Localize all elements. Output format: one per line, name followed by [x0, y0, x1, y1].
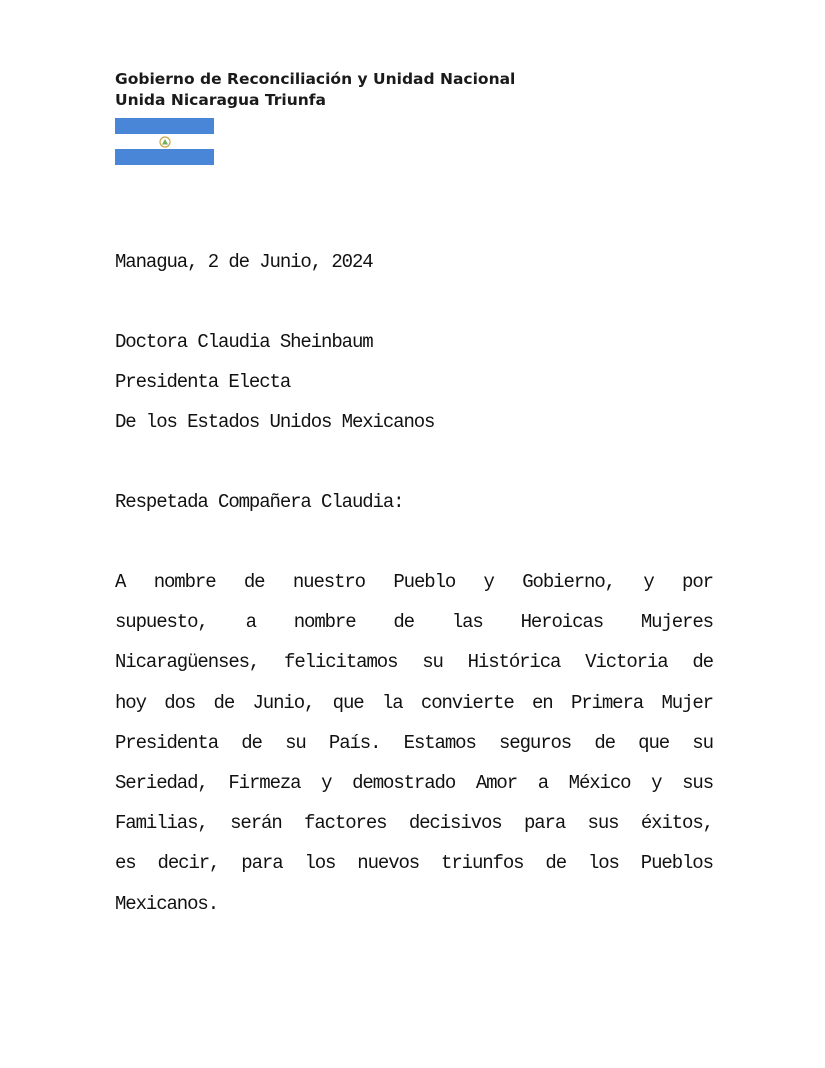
- paragraph-line: [115, 732, 713, 772]
- paragraph-word: nombre: [293, 611, 356, 634]
- paragraph-word: es: [115, 852, 136, 875]
- paragraph-word: triunfos: [441, 852, 524, 875]
- paragraph-word: y: [643, 571, 654, 593]
- flag-top-band: [115, 118, 214, 134]
- paragraph-word: Primera: [570, 691, 644, 714]
- paragraph-word: País.: [328, 731, 381, 754]
- paragraph-word: felicitamos: [284, 651, 398, 674]
- paragraph-word: México: [568, 771, 631, 794]
- paragraph-word: serán: [230, 812, 282, 835]
- paragraph-word: nuevos: [357, 852, 420, 875]
- paragraph-word: su: [422, 651, 443, 674]
- paragraph-word: de: [545, 852, 567, 875]
- recipient-title: Presidenta Electa: [115, 371, 291, 393]
- paragraph-word: a: [537, 771, 548, 794]
- paragraph-word: A: [115, 571, 126, 593]
- paragraph-word: de: [213, 691, 235, 714]
- recipient-country: De los Estados Unidos Mexicanos: [115, 411, 435, 433]
- paragraph-word: hoy: [115, 691, 146, 714]
- paragraph-word: de: [594, 731, 615, 754]
- paragraph-word: de: [241, 731, 262, 754]
- paragraph-line: [115, 692, 713, 732]
- paragraph-word: Firmeza: [228, 771, 301, 794]
- paragraph-word: éxitos,: [640, 812, 713, 835]
- letter-salutation: Respetada Compañera Claudia:: [115, 491, 404, 513]
- paragraph-word: convierte: [420, 691, 514, 714]
- paragraph-word: demostrado: [352, 771, 456, 794]
- paragraph-word: Seriedad,: [115, 771, 208, 794]
- paragraph-word: su: [692, 731, 713, 754]
- paragraph-word: decisivos: [408, 812, 502, 835]
- paragraph-word: Gobierno,: [522, 571, 615, 593]
- paragraph-word: Junio,: [252, 691, 315, 714]
- paragraph-word: y: [483, 571, 494, 593]
- paragraph-word: de: [393, 611, 414, 634]
- paragraph-word: su: [285, 731, 306, 754]
- paragraph-word: de: [692, 651, 713, 674]
- paragraph-word: y: [321, 771, 332, 794]
- paragraph-word: la: [381, 691, 403, 714]
- paragraph-word: sus: [587, 812, 619, 835]
- paragraph-word: Victoria: [585, 651, 668, 674]
- paragraph-word: dos: [164, 691, 196, 714]
- letterhead-motto: Unida Nicaragua Triunfa: [115, 91, 327, 109]
- paragraph-word: Amor: [475, 771, 518, 794]
- paragraph-line: [115, 852, 713, 892]
- paragraph-word: nombre: [153, 571, 216, 593]
- letterhead-government-name: Gobierno de Reconciliación y Unidad Nacional: [115, 70, 516, 88]
- paragraph-word: para: [523, 812, 566, 835]
- paragraph-word: Familias,: [115, 812, 208, 835]
- paragraph-word: que: [332, 691, 364, 714]
- paragraph-line: [115, 611, 713, 651]
- paragraph-line: [115, 893, 713, 933]
- paragraph-word: a: [245, 611, 256, 634]
- paragraph-line: [115, 812, 713, 852]
- paragraph-line: [115, 571, 713, 611]
- paragraph-word: Mujer: [661, 691, 713, 714]
- paragraph-word: decir,: [157, 852, 220, 875]
- paragraph-word: seguros: [498, 731, 572, 754]
- paragraph-word: por: [682, 571, 713, 593]
- paragraph-word: Estamos: [403, 731, 476, 754]
- paragraph-word: Mujeres: [640, 611, 713, 634]
- flag-bottom-band: [115, 149, 214, 165]
- recipient-name: Doctora Claudia Sheinbaum: [115, 331, 373, 353]
- nicaragua-flag-icon: [115, 118, 214, 165]
- paragraph-word: Mexicanos.: [115, 892, 219, 915]
- paragraph-word: los: [304, 852, 336, 875]
- paragraph-word: las: [451, 611, 483, 634]
- paragraph-line: [115, 772, 713, 812]
- paragraph-word: en: [531, 691, 553, 714]
- paragraph-word: factores: [304, 812, 387, 835]
- paragraph-word: Pueblo: [393, 571, 456, 593]
- paragraph-line: [115, 651, 713, 691]
- paragraph-word: sus: [682, 771, 713, 794]
- letterhead: [115, 69, 515, 111]
- letter-date: Managua, 2 de Junio, 2024: [115, 251, 373, 273]
- letter-paragraph: [115, 571, 713, 933]
- paragraph-word: y: [651, 771, 662, 794]
- paragraph-word: Nicaragüenses,: [115, 651, 260, 674]
- paragraph-word: Heroicas: [520, 611, 603, 634]
- paragraph-word: los: [587, 852, 619, 875]
- paragraph-word: de: [243, 571, 265, 593]
- paragraph-word: para: [241, 852, 283, 875]
- paragraph-word: Pueblos: [640, 852, 713, 875]
- coat-of-arms-icon: [159, 136, 171, 148]
- paragraph-word: Presidenta: [115, 731, 219, 754]
- paragraph-word: que: [638, 731, 670, 754]
- paragraph-word: nuestro: [292, 571, 365, 593]
- paragraph-word: Histórica: [467, 651, 561, 674]
- paragraph-word: supuesto,: [115, 611, 208, 634]
